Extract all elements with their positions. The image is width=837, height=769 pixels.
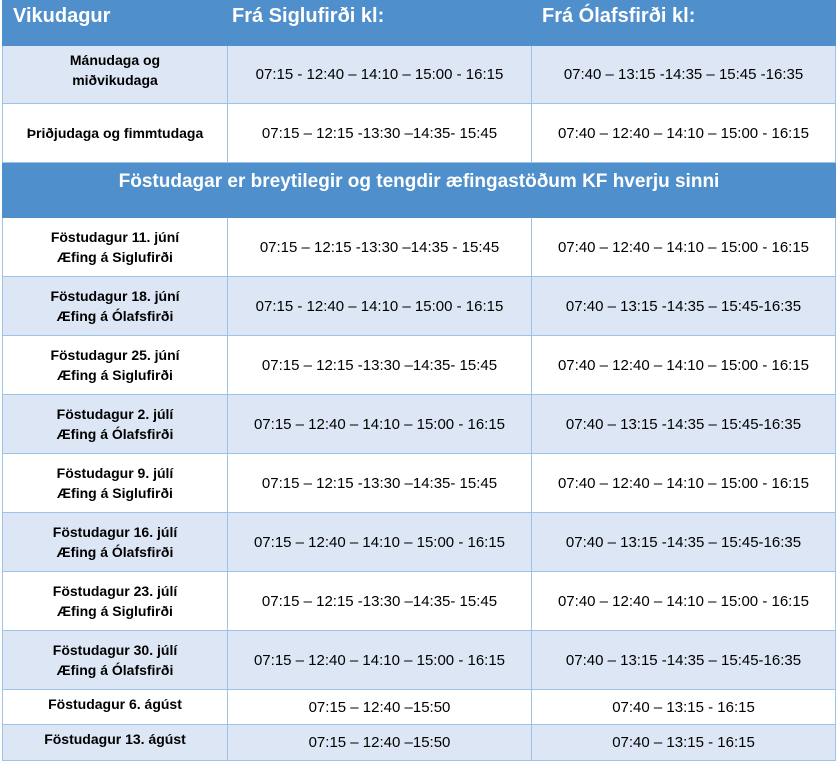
day-label: Föstudagur 11. júní (50, 229, 180, 245)
time-from-olafsfjordur: 07:40 – 13:15 -14:35 – 15:45-16:35 (532, 395, 836, 454)
day-label: Þriðjudaga og fimmtudaga (26, 125, 204, 141)
day-cell (3, 395, 228, 454)
table-row (3, 395, 836, 454)
time-from-siglufjordur: 07:15 – 12:15 -13:30 –14:35- 15:45 (228, 336, 532, 395)
time-from-olafsfjordur: 07:40 – 13:15 -14:35 – 15:45-16:35 (532, 631, 836, 690)
time-from-olafsfjordur: 07:40 – 13:15 -14:35 – 15:45 -16:35 (532, 46, 836, 104)
day-sublabel: Æfing á Ólafsfirði (56, 426, 174, 442)
day-cell (3, 104, 228, 163)
time-from-siglufjordur: 07:15 – 12:15 -13:30 –14:35- 15:45 (228, 572, 532, 631)
table-row (3, 46, 836, 104)
time-from-siglufjordur: 07:15 – 12:40 – 14:10 – 15:00 - 16:15 (228, 631, 532, 690)
day-cell (3, 218, 228, 277)
day-label: Föstudagur 13. ágúst (44, 731, 186, 747)
table-row (3, 277, 836, 336)
day-cell (3, 513, 228, 572)
time-from-olafsfjordur: 07:40 – 12:40 – 14:10 – 15:00 - 16:15 (532, 218, 836, 277)
day-cell (3, 690, 228, 725)
day-sublabel: Æfing á Ólafsfirði (56, 308, 174, 324)
time-from-siglufjordur: 07:15 - 12:40 – 14:10 – 15:00 - 16:15 (228, 277, 532, 336)
table-row (3, 336, 836, 395)
day-sublabel: Æfing á Siglufirði (57, 603, 173, 619)
time-from-siglufjordur: 07:15 – 12:40 –15:50 (228, 690, 532, 725)
time-from-siglufjordur: 07:15 - 12:40 – 14:10 – 15:00 - 16:15 (228, 46, 532, 104)
day-sublabel: Æfing á Siglufirði (57, 485, 173, 501)
day-cell (3, 277, 228, 336)
day-sublabel: Æfing á Ólafsfirði (56, 544, 174, 560)
day-cell (3, 454, 228, 513)
table-row (3, 104, 836, 163)
table-row (3, 218, 836, 277)
table-row (3, 454, 836, 513)
time-from-olafsfjordur: 07:40 – 13:15 - 16:15 (532, 690, 836, 725)
ferry-schedule-table (2, 0, 836, 761)
day-cell (3, 46, 228, 104)
day-sublabel: Æfing á Ólafsfirði (56, 662, 174, 678)
header-row (3, 1, 836, 46)
day-label: Föstudagur 18. júní (50, 288, 180, 304)
header-from-siglufjordur: Frá Siglufirði kl: (228, 1, 532, 46)
table-row (3, 572, 836, 631)
table-row (3, 690, 836, 725)
day-sublabel: miðvikudaga (72, 72, 158, 88)
time-from-olafsfjordur: 07:40 – 12:40 – 14:10 – 15:00 - 16:15 (532, 454, 836, 513)
time-from-siglufjordur: 07:15 – 12:40 –15:50 (228, 725, 532, 761)
day-label: Föstudagur 9. júlí (56, 465, 174, 481)
day-cell (3, 336, 228, 395)
header-day: Vikudagur (3, 1, 228, 46)
day-cell (3, 631, 228, 690)
day-sublabel: Æfing á Siglufirði (57, 249, 173, 265)
header-from-olafsfjordur: Frá Ólafsfirði kl: (532, 1, 836, 46)
table-row (3, 513, 836, 572)
time-from-olafsfjordur: 07:40 – 13:15 - 16:15 (532, 725, 836, 761)
day-label: Föstudagur 6. ágúst (48, 696, 182, 712)
day-label: Föstudagur 25. júní (50, 347, 180, 363)
banner-row (3, 163, 836, 218)
table-row (3, 725, 836, 761)
time-from-olafsfjordur: 07:40 – 13:15 -14:35 – 15:45-16:35 (532, 277, 836, 336)
day-sublabel: Æfing á Siglufirði (57, 367, 173, 383)
time-from-siglufjordur: 07:15 – 12:40 – 14:10 – 15:00 - 16:15 (228, 513, 532, 572)
friday-banner: Föstudagar er breytilegir og tengdir æfingastöðum KF hverju sinni (3, 163, 836, 218)
day-label: Mánudaga og (69, 52, 161, 68)
day-cell (3, 572, 228, 631)
time-from-siglufjordur: 07:15 – 12:15 -13:30 –14:35- 15:45 (228, 454, 532, 513)
time-from-olafsfjordur: 07:40 – 12:40 – 14:10 – 15:00 - 16:15 (532, 336, 836, 395)
day-label: Föstudagur 2. júlí (56, 406, 174, 422)
time-from-siglufjordur: 07:15 – 12:15 -13:30 –14:35- 15:45 (228, 104, 532, 163)
time-from-siglufjordur: 07:15 – 12:40 – 14:10 – 15:00 - 16:15 (228, 395, 532, 454)
day-label: Föstudagur 23. júlí (52, 583, 178, 599)
time-from-olafsfjordur: 07:40 – 13:15 -14:35 – 15:45-16:35 (532, 513, 836, 572)
day-label: Föstudagur 16. júlí (52, 524, 178, 540)
day-cell (3, 725, 228, 761)
day-label: Föstudagur 30. júlí (52, 642, 178, 658)
time-from-olafsfjordur: 07:40 – 12:40 – 14:10 – 15:00 - 16:15 (532, 572, 836, 631)
time-from-siglufjordur: 07:15 – 12:15 -13:30 –14:35 - 15:45 (228, 218, 532, 277)
table-row (3, 631, 836, 690)
time-from-olafsfjordur: 07:40 – 12:40 – 14:10 – 15:00 - 16:15 (532, 104, 836, 163)
